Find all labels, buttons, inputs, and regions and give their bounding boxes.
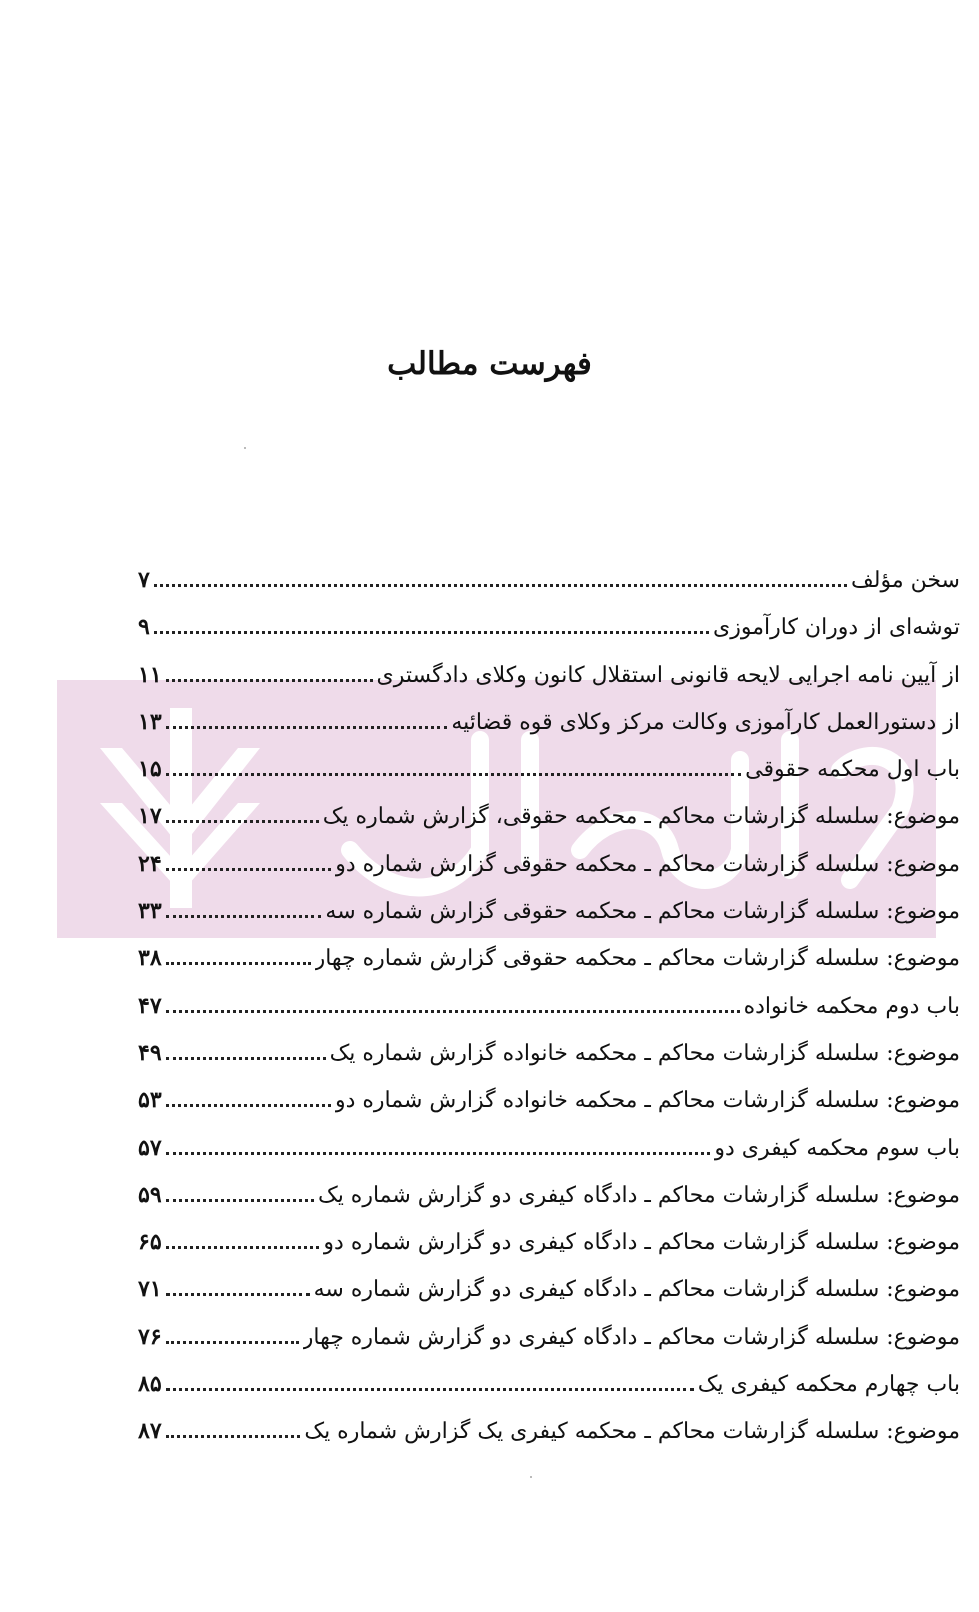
toc-entry-title: موضوع: سلسله گزارشات محاکم ـ دادگاه کیفری دو گزارش شماره دو bbox=[323, 1230, 960, 1256]
dot-leader bbox=[166, 1104, 331, 1107]
toc-entry-page-number: ۱۵ bbox=[138, 756, 162, 783]
dot-leader bbox=[154, 584, 847, 587]
toc-entry bbox=[138, 1219, 960, 1266]
toc-entry-page-number: ۴۹ bbox=[138, 1039, 162, 1066]
toc-entry-page-number: ۶۵ bbox=[138, 1229, 162, 1256]
toc-entry bbox=[138, 983, 960, 1030]
dot-leader bbox=[166, 1388, 694, 1391]
dot-leader bbox=[166, 868, 332, 871]
toc-entry-page-number: ۵۹ bbox=[138, 1181, 162, 1208]
toc-entry bbox=[138, 604, 960, 651]
toc-entry-page-number: ۷۱ bbox=[138, 1276, 162, 1303]
toc-entry-title: موضوع: سلسله گزارشات محاکم ـ دادگاه کیفری دو گزارش شماره سه bbox=[313, 1277, 960, 1303]
toc-entry-title: سخن مؤلف bbox=[850, 568, 960, 593]
toc-entry bbox=[138, 793, 960, 840]
toc-entry bbox=[138, 935, 960, 982]
dot-leader bbox=[166, 1435, 301, 1438]
toc-entry bbox=[138, 652, 960, 699]
dot-leader bbox=[166, 1057, 326, 1060]
toc-entry-title: توشه‌ای از دوران کارآموزی bbox=[713, 615, 960, 641]
toc-entry-page-number: ۷۶ bbox=[138, 1323, 162, 1350]
dot-leader bbox=[154, 631, 709, 634]
dot-leader bbox=[166, 773, 742, 776]
toc-entry bbox=[138, 557, 960, 604]
toc-entry-page-number: ۱۳ bbox=[138, 708, 162, 735]
toc-entry-page-number: ۸۷ bbox=[138, 1418, 162, 1445]
toc-entry bbox=[138, 1172, 960, 1219]
toc-entry bbox=[138, 1125, 960, 1172]
dot-leader bbox=[166, 1341, 299, 1344]
toc-entry-title: از دستورالعمل کارآموزی وکالت مرکز وکلای قوه قضائیه bbox=[451, 709, 960, 735]
toc-entry-page-number: ۳۳ bbox=[138, 898, 162, 925]
table-of-contents bbox=[138, 557, 960, 1456]
toc-entry bbox=[138, 1314, 960, 1361]
dot-leader bbox=[166, 820, 319, 823]
toc-entry bbox=[138, 746, 960, 793]
toc-entry bbox=[138, 1030, 960, 1077]
dot-leader bbox=[166, 915, 322, 918]
dot-leader bbox=[166, 1199, 314, 1202]
toc-entry bbox=[138, 1077, 960, 1124]
toc-entry-page-number: ۹ bbox=[138, 614, 150, 641]
toc-entry-title: موضوع: سلسله گزارشات محاکم ـ دادگاه کیفری دو گزارش شماره یک bbox=[318, 1182, 960, 1208]
dot-leader bbox=[166, 1010, 740, 1013]
toc-entry-page-number: ۲۴ bbox=[138, 850, 162, 877]
toc-entry-page-number: ۳۸ bbox=[138, 945, 162, 972]
scan-speck bbox=[244, 447, 246, 449]
toc-entry-title: موضوع: سلسله گزارشات محاکم ـ محکمه خانواده گزارش شماره دو bbox=[334, 1088, 960, 1114]
dot-leader bbox=[166, 1293, 310, 1296]
toc-entry-page-number: ۵۳ bbox=[138, 1087, 162, 1114]
toc-entry-title: موضوع: سلسله گزارشات محاکم ـ محکمه حقوقی گزارش شماره چهار bbox=[314, 946, 960, 972]
toc-entry-title: باب دوم محکمه خانواده bbox=[743, 993, 960, 1019]
toc-entry bbox=[138, 1361, 960, 1408]
page-title: فهرست مطالب bbox=[387, 346, 592, 382]
dot-leader bbox=[166, 726, 448, 729]
toc-entry-title: باب چهارم محکمه کیفری یک bbox=[697, 1372, 960, 1398]
toc-entry-page-number: ۵۷ bbox=[138, 1134, 162, 1161]
toc-entry bbox=[138, 1408, 960, 1455]
toc-entry-title: موضوع: سلسله گزارشات محاکم ـ محکمه حقوقی گزارش شماره دو bbox=[335, 851, 960, 877]
dot-leader bbox=[166, 962, 311, 965]
toc-entry-title: باب سوم محکمه کیفری دو bbox=[714, 1135, 960, 1161]
toc-entry-page-number: ۷ bbox=[138, 567, 150, 593]
toc-entry-page-number: ۱۷ bbox=[138, 803, 162, 830]
toc-entry bbox=[138, 841, 960, 888]
toc-entry-title: موضوع: سلسله گزارشات محاکم ـ محکمه خانواده گزارش شماره یک bbox=[329, 1040, 960, 1066]
dot-leader bbox=[166, 1246, 320, 1249]
dot-leader bbox=[166, 1152, 711, 1155]
toc-entry-title: موضوع: سلسله گزارشات محاکم ـ محکمه حقوقی گزارش شماره سه bbox=[325, 899, 960, 925]
toc-entry-page-number: ۴۷ bbox=[138, 992, 162, 1019]
toc-entry bbox=[138, 1266, 960, 1313]
toc-entry-title: از آیین نامه اجرایی لایحه قانونی استقلال کانون وکلای دادگستری bbox=[376, 662, 960, 688]
toc-entry-title: موضوع: سلسله گزارشات محاکم ـ محکمه حقوقی، گزارش شماره یک bbox=[322, 804, 960, 830]
toc-entry bbox=[138, 699, 960, 746]
scan-speck bbox=[530, 1476, 532, 1478]
toc-entry-page-number: ۸۵ bbox=[138, 1371, 162, 1398]
dot-leader bbox=[166, 679, 373, 682]
toc-entry-title: باب اول محکمه حقوقی bbox=[745, 757, 960, 783]
toc-entry bbox=[138, 888, 960, 935]
toc-entry-title: موضوع: سلسله گزارشات محاکم ـ محکمه کیفری یک گزارش شماره یک bbox=[304, 1419, 960, 1445]
toc-entry-title: موضوع: سلسله گزارشات محاکم ـ دادگاه کیفری دو گزارش شماره چهار bbox=[302, 1324, 960, 1350]
toc-entry-page-number: ۱۱ bbox=[138, 661, 162, 688]
